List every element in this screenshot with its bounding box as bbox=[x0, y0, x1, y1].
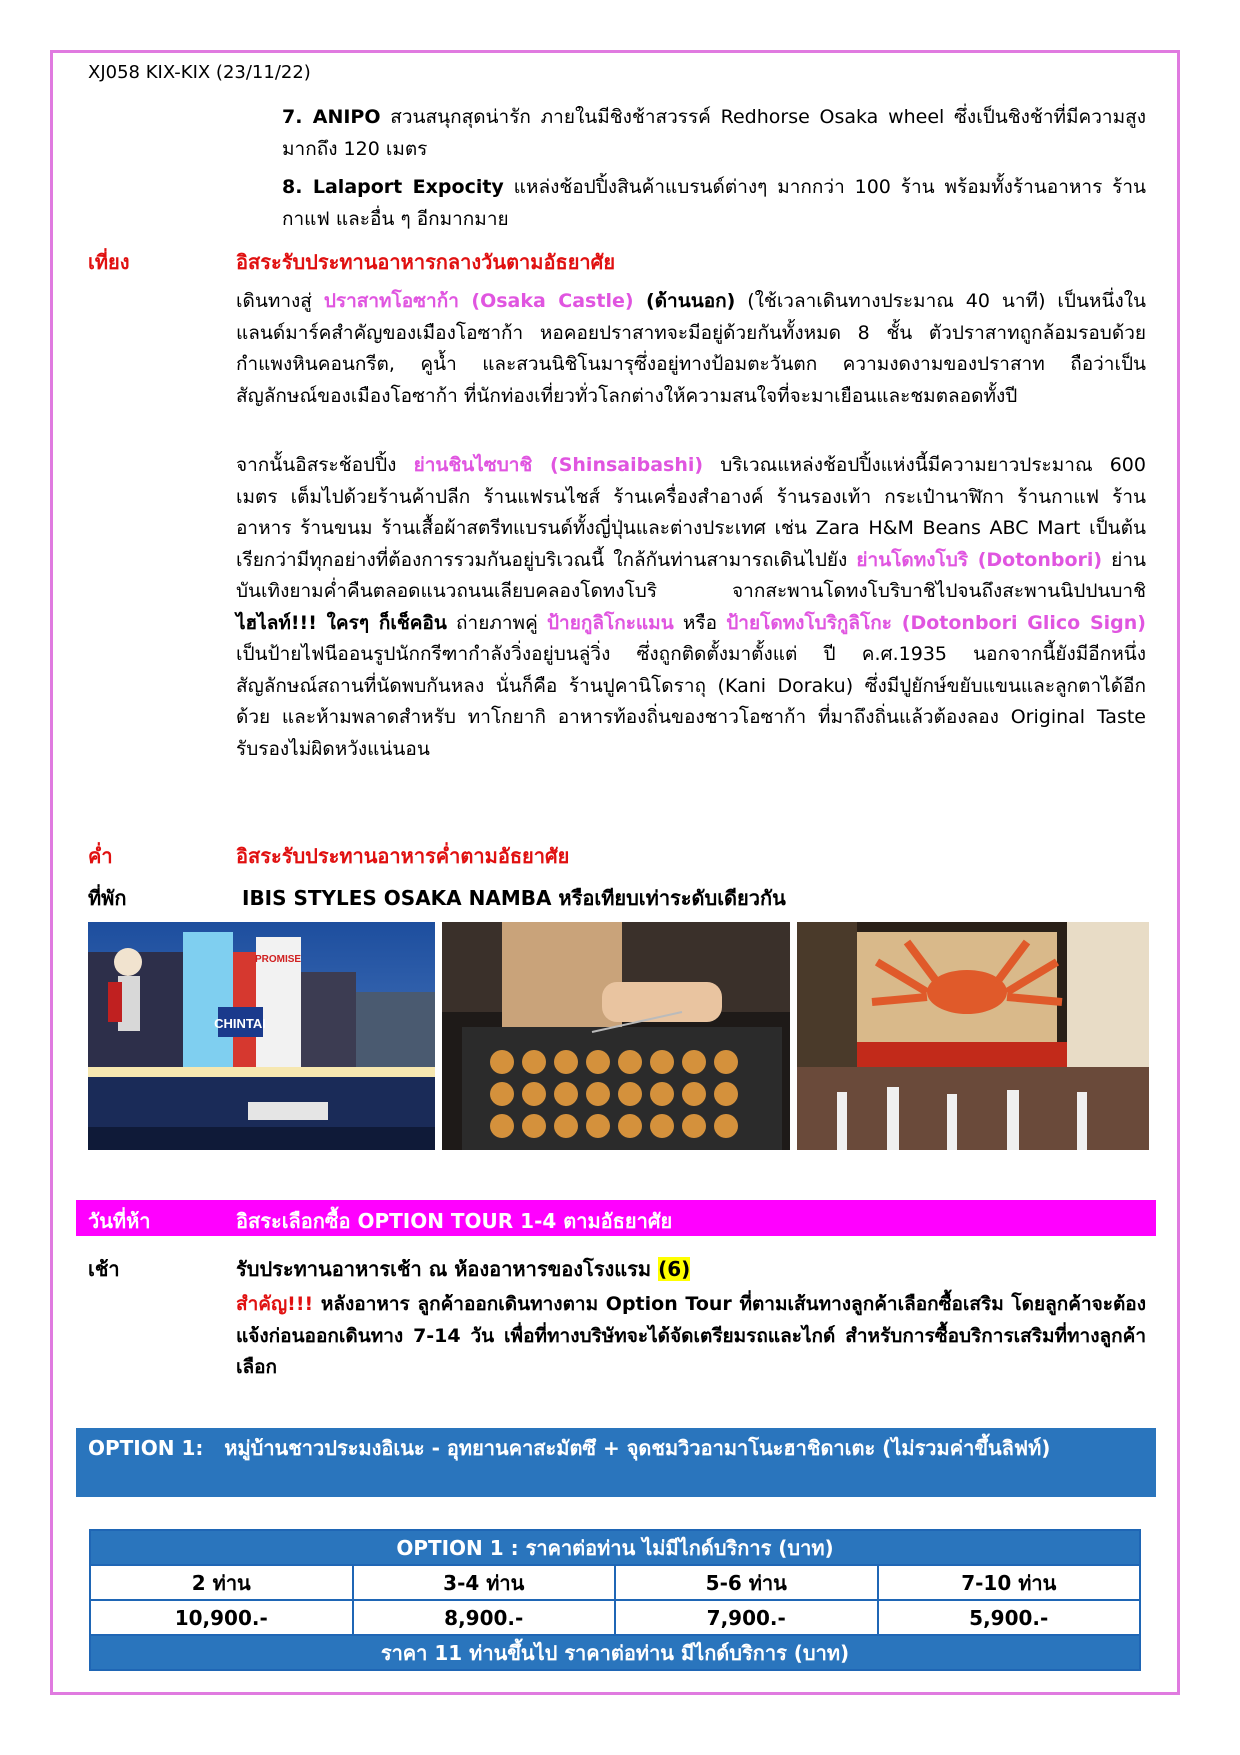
item-lalaport: 8. Lalaport Expocity แหล่งช้อปปิ้งสินค้าแบรนด์ต่างๆ มากกว่า 100 ร้าน พร้อมทั้งร้านอาหาร ร้านกาแฟ และอื่น ๆ อีกมากมาย bbox=[282, 176, 1146, 230]
price-value-cell: 5,900.- bbox=[878, 1600, 1141, 1635]
price-table-footer: ราคา 11 ท่านขึ้นไป ราคาต่อท่าน มีไกด์บริการ (บาท) bbox=[90, 1635, 1140, 1670]
item-anipo: 7. ANIPO สวนสนุกสุดน่ารัก ภายในมีชิงช้าสวรรค์ Redhorse Osaka wheel ซึ่งเป็นชิงช้าที่มีความสูงมากถึง 120 เมตร bbox=[282, 106, 1146, 160]
hotel-label: ที่พัก bbox=[88, 886, 127, 910]
day-five-label: วันที่ห้า bbox=[88, 1209, 151, 1233]
meal-number: (6) bbox=[658, 1257, 691, 1281]
castle-paragraph: เดินทางสู่ ปราสาทโอซาก้า (Osaka Castle) (ด้านนอก) (ใช้เวลาเดินทางประมาณ 40 นาที) เป็นหนึ่งในแลนด์มาร์คสำคัญของเมืองโอซาก้า หอคอยปราสาทจะมีอยู่ด้วยกันทั้งหมด 8 ชั้น ตัวปราสาทถูกล้อมรอบด้วยกำแพงหินคอนกรีต, คูน้ำ และสวนนิชิโนมารุซึ่งอยู่ทางป้อมตะวันตก ความงดงามของปราสาท ถือว่าเป็นสัญลักษณ์ของเมืองโอซาก้า ที่นักท่องเที่ยวทั่วโลกต่างให้ความสนใจที่จะมาเยือนและชมตลอดทั้งปี bbox=[236, 290, 1146, 407]
lunch-text: อิสระรับประทานอาหารกลางวันตามอัธยาศัย bbox=[236, 250, 616, 274]
price-header-cell: 2 ท่าน bbox=[90, 1565, 353, 1600]
price-header-cell: 3-4 ท่าน bbox=[353, 1565, 616, 1600]
price-table-caption: OPTION 1 : ราคาต่อท่าน ไม่มีไกด์บริการ (บาท) bbox=[90, 1530, 1140, 1565]
breakfast-label: เช้า bbox=[88, 1257, 120, 1281]
dinner-text: อิสระรับประทานอาหารค่ำตามอัธยาศัย bbox=[236, 844, 570, 868]
price-header-cell: 7-10 ท่าน bbox=[878, 1565, 1141, 1600]
price-header-cell: 5-6 ท่าน bbox=[615, 1565, 878, 1600]
price-value-cell: 8,900.- bbox=[353, 1600, 616, 1635]
breakfast-text: รับประทานอาหารเช้า ณ ห้องอาหารของโรงแรม (6) bbox=[236, 1257, 691, 1281]
svg-text:PROMISE: PROMISE bbox=[254, 954, 302, 965]
photo-kani-doraku bbox=[797, 922, 1149, 1150]
price-value-cell: 7,900.- bbox=[615, 1600, 878, 1635]
day-five-title: อิสระเลือกซื้อ OPTION TOUR 1-4 ตามอัธยาศัย bbox=[236, 1209, 673, 1233]
day-five-header bbox=[76, 1200, 1156, 1236]
option-one-price-table bbox=[89, 1529, 1141, 1671]
photo-takoyaki bbox=[442, 922, 790, 1150]
price-value-cell: 10,900.- bbox=[90, 1600, 353, 1635]
option-one-header: OPTION 1: หมู่บ้านชาวประมงอิเนะ - อุทยานคาสะมัตซึ + จุดชมวิวอามาโนะฮาชิดาเตะ (ไม่รวมค่าขึ้นลิฟท์) bbox=[76, 1428, 1156, 1497]
lunch-label: เที่ยง bbox=[88, 250, 130, 274]
important-note: สำคัญ!!! หลังอาหาร ลูกค้าออกเดินทางตาม Option Tour ที่ตามเส้นทางลูกค้าเลือกซื้อเสริม โดยลูกค้าจะต้องแจ้งก่อนออกเดินทาง 7-14 วัน เพื่อที่ทางบริษัทจะได้จัดเตรียมรถและไกด์ สำหรับการซื้อบริการเสริมที่ทางลูกค้าเลือก bbox=[236, 1293, 1146, 1378]
shinsaibashi-paragraph: จากนั้นอิสระช้อปปิ้ง ย่านชินไซบาชิ (Shinsaibashi) บริเวณแหล่งช้อปปิ้งแห่งนี้มีความยาวประมาณ 600 เมตร เต็มไปด้วยร้านค้าปลีก ร้านแฟรนไชส์ ร้านเครื่องสำอางค์ ร้านรองเท้า กระเป๋านาฬิกา ร้านกาแฟ ร้านอาหาร ร้านขนม ร้านเสื้อผ้าสตรีทแบรนด์ทั้งญี่ปุ่นและต่างประเทศ เช่น Zara H&M Beans ABC Mart เป็นต้น เรียกว่ามีทุกอย่างที่ต้องการรวมกันอยู่บริเวณนี้ ใกล้กันท่านสามารถเดินไปยัง ย่านโดทงโบริ (Dotonbori) ย่านบันเทิงยามค่ำคืนตลอดแนวถนนเลียบคลองโดทงโบริ จากสะพานโดทงโบริบาชิไปจนถึงสะพานนิปปนบาชิ ไฮไลท์!!! ใครๆ ก็เช็คอิน ถ่ายภาพคู่ ป้ายกูลิโกะแมน หรือ ป้ายโดทงโบริกูลิโกะ (Dotonbori Glico Sign) เป็นป้ายไฟนีออนรูปนักกรีฑากำลังวิ่งอยู่บนลู่วิ่ง ซึ่งถูกติดตั้งมาตั้งแต่ ปี ค.ศ.1935 นอกจากนี้ยังมีอีกหนึ่งสัญลักษณ์สถานที่นัดพบกันหลง นั่นก็คือ ร้านปูคานิโดราถุ (Kani Doraku) ซึ่งมีปูยักษ์ขยับแขนและลูกตาได้อีกด้วย และห้ามพลาดสำหรับ ทาโกยากิ อาหารท้องถิ่นของชาวโอซาก้า ที่มาถึงถิ่นแล้วต้องลอง Original Taste รับรองไม่ผิดหวังแน่นอน bbox=[236, 454, 1146, 760]
document-code: XJ058 KIX-KIX (23/11/22) bbox=[88, 62, 311, 83]
dinner-label: ค่ำ bbox=[88, 844, 113, 868]
svg-text:CHINTAI: CHINTAI bbox=[214, 1016, 266, 1031]
hotel-text: IBIS STYLES OSAKA NAMBA หรือเทียบเท่าระดับเดียวกัน bbox=[242, 886, 786, 910]
photo-dotonbori-canal bbox=[88, 922, 435, 1150]
